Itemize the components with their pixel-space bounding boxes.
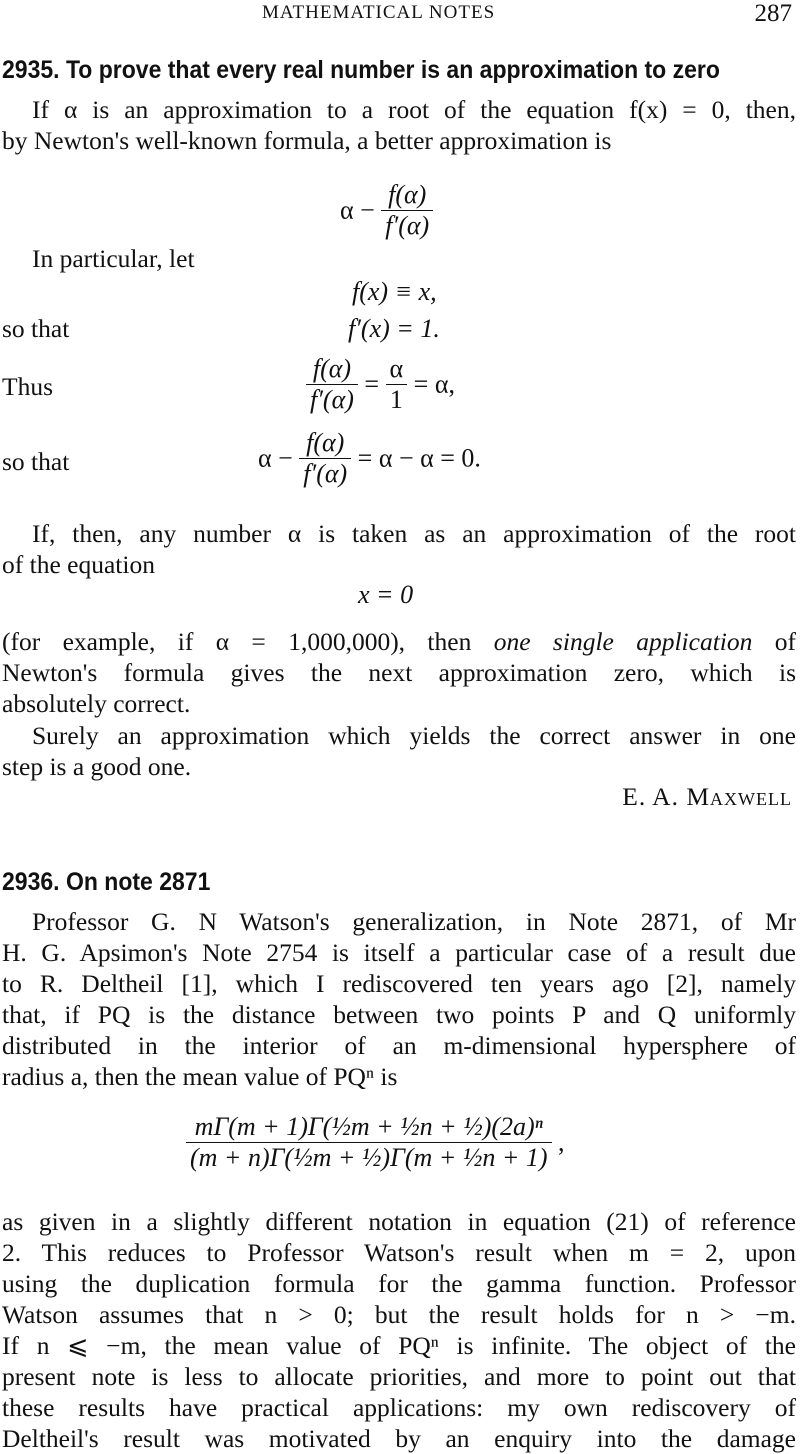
- note2-line-11: If n ⩽ −m, the mean value of PQⁿ is infinite. The object of the: [2, 1331, 796, 1360]
- equation-x-zero: x = 0: [358, 580, 414, 609]
- note-2935-para-3: [2, 626, 796, 719]
- note2-line-8: 2. This reduces to Professor Watson's result when m = 2, upon: [2, 1238, 796, 1267]
- eq5-denominator: f′(α): [303, 459, 348, 488]
- eq4-denominator: f′(α): [310, 385, 354, 414]
- note2-line-10: Watson assumes that n > 0; but the result holds for n > −m.: [2, 1300, 796, 1329]
- note2-line-3: to R. Deltheil [1], which I rediscovered ten years ago [2], namely: [2, 969, 796, 998]
- para3-line-1: [2, 626, 796, 657]
- eq5-right: = α − α = 0.: [357, 443, 481, 473]
- formula-denominator: (m + n)Γ(½m + ½)Γ(m + ½n + 1): [190, 1143, 548, 1172]
- intro-line-1: If α is an approximation to a root of the equation f(x) = 0, then,: [32, 95, 796, 124]
- text-thus: Thus: [2, 372, 53, 401]
- eq4-fraction-2: [386, 354, 408, 415]
- para3-line-2: Newton's formula gives the next approximation zero, which is: [2, 658, 796, 687]
- note-2936-para-2: [2, 1206, 796, 1454]
- note2-line-13: these results have practical applications: my own rediscovery of: [2, 1393, 796, 1422]
- eq1-left: α −: [340, 195, 375, 225]
- eq1-numerator: f(α): [381, 180, 433, 211]
- note-2936-title: 2936. On note 2871: [2, 868, 211, 896]
- para3-line-1-b: of: [774, 627, 797, 656]
- formula-fraction: [186, 1112, 552, 1173]
- note-2935-title: 2935. To prove that every real number is an approximation to zero: [2, 56, 720, 84]
- text-so-that-2: so that: [2, 447, 70, 476]
- equation-mean-value: [186, 1112, 565, 1173]
- note2-line-5: distributed in the interior of an m-dimensional hypersphere of: [2, 1031, 796, 1060]
- eq5-fraction: [299, 428, 351, 489]
- note2-line-1: Professor G. N Watson's generalization, in Note 2871, of Mr: [32, 907, 796, 936]
- para3-emphasis: one single application: [493, 627, 753, 656]
- eq5-numerator: f(α): [299, 428, 351, 459]
- eq4-fraction-1: [306, 354, 358, 415]
- running-header: MATHEMATICAL NOTES: [262, 2, 496, 23]
- eq5-left: α −: [258, 443, 293, 473]
- equation-ratio: [306, 354, 455, 415]
- para4-line-2: step is a good one.: [2, 752, 192, 781]
- note2-line-9: using the duplication formula for the gamma function. Professor: [2, 1269, 796, 1298]
- text-in-particular: In particular, let: [32, 244, 195, 273]
- equation-fx-identity: f(x) ≡ x,: [352, 277, 437, 306]
- note-2936-para-1: [2, 906, 796, 1092]
- author-signature: E. A. Maxwell: [622, 782, 792, 811]
- equation-newton: [340, 180, 433, 241]
- para3-line-3: absolutely correct.: [2, 689, 191, 718]
- page-number: 287: [754, 0, 792, 27]
- intro-line-2: by Newton's well-known formula, a better approximation is: [2, 126, 612, 155]
- note2-line-14: Deltheil's result was motivated by an enquiry into the damage: [2, 1424, 796, 1453]
- eq1-fraction: [381, 180, 433, 241]
- note2-line-4: that, if PQ is the distance between two points P and Q uniformly: [2, 1000, 796, 1029]
- note-2935-para-2: [2, 518, 796, 580]
- eq1-denominator: f′(α): [385, 211, 430, 240]
- eq4-right: = α,: [413, 369, 455, 399]
- note2-line-7: as given in a slightly different notation in equation (21) of reference: [2, 1207, 796, 1236]
- formula-comma: ,: [558, 1127, 565, 1157]
- note-2935-intro: [2, 94, 796, 156]
- eq4-numerator: f(α): [306, 354, 358, 385]
- equation-result: [258, 428, 481, 489]
- text-so-that-1: so that: [2, 314, 70, 343]
- para2-line-2: of the equation: [2, 550, 155, 579]
- equation-fprime: f′(x) = 1.: [348, 314, 440, 343]
- note2-line-6: radius a, then the mean value of PQⁿ is: [2, 1062, 398, 1091]
- note-2935-para-4: [2, 720, 796, 782]
- para2-line-1: If, then, any number α is taken as an approximation of the root: [32, 519, 796, 548]
- note2-line-12: present note is less to allocate priorities, and more to point out that: [2, 1362, 796, 1391]
- para4-line-1: Surely an approximation which yields the correct answer in one: [32, 721, 796, 750]
- eq4-equals: =: [364, 369, 380, 399]
- eq4-numerator-2: α: [386, 354, 408, 385]
- note2-line-2: H. G. Apsimon's Note 2754 is itself a particular case of a result due: [2, 938, 796, 967]
- formula-numerator: mΓ(m + 1)Γ(½m + ½n + ½)(2a)ⁿ: [186, 1112, 552, 1143]
- eq4-denominator-2: 1: [389, 385, 403, 414]
- para3-line-1-a: (for example, if α = 1,000,000), then: [2, 627, 472, 656]
